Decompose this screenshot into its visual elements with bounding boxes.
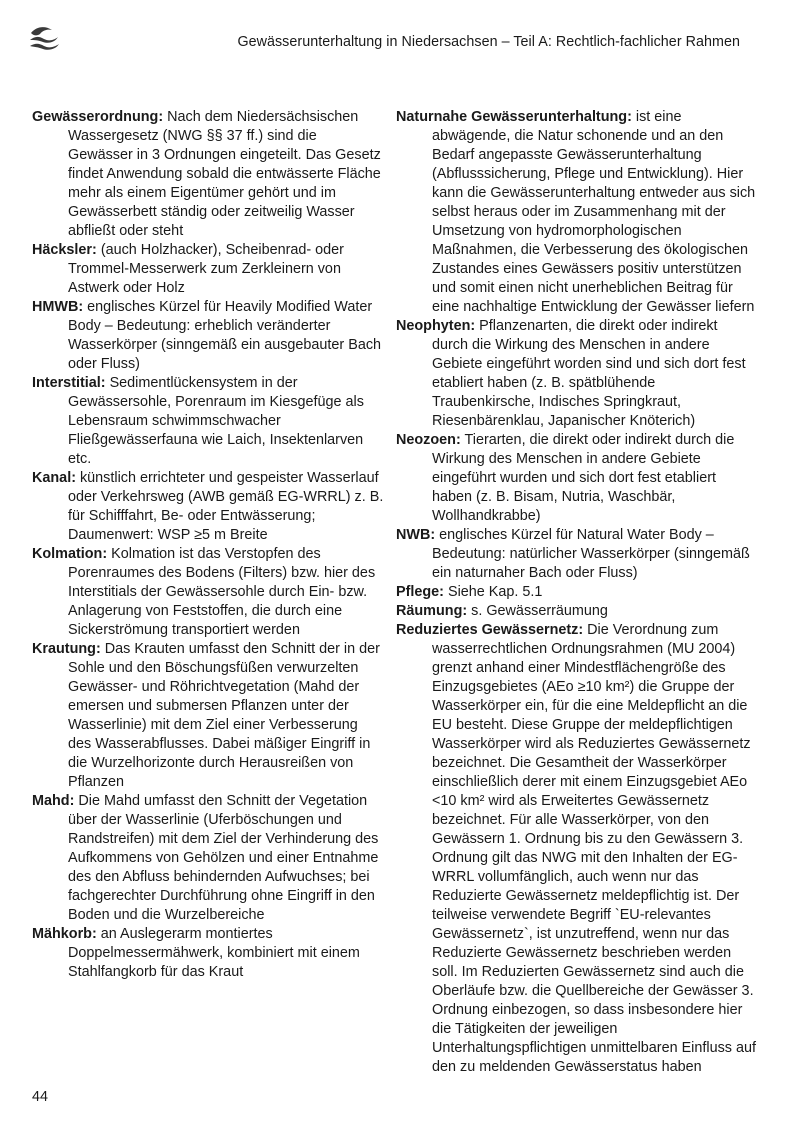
glossary-definition: Das Krauten umfasst den Schnitt der in der Sohle und den Böschungsfüßen verwurzelten Gewässer- und Röhrichtvegetation (Mahd der emersen und submersen Pflanzen unter der Wasserlinie) mit dem Ziel einer Verbesserung des Wasserabflusses. Dabei mäßiger Eingriff in die Wurzelhorizonte durch Herausreißen von Pflanzen [68,641,380,790]
glossary-term: Interstitial: [32,375,106,391]
glossary-definition: s. Gewässerräumung [471,603,608,619]
glossary-entry [32,545,384,640]
glossary-term: Räumung: [396,603,468,619]
glossary-term: Neozoen: [396,432,461,448]
glossary-column-left [32,108,384,982]
glossary-term: Gewässerordnung: [32,109,164,125]
glossary-term: Mähkorb: [32,926,97,942]
glossary-term: NWB: [396,527,436,543]
glossary-term: Häcksler: [32,242,97,258]
glossary-entry [32,792,384,925]
glossary-entry [396,526,756,583]
glossary-entry [32,640,384,792]
running-header-title: Gewässerunterhaltung in Niedersachsen – Teil A: Rechtlich-fachlicher Rahmen [237,34,740,50]
glossary-definition: Pflanzenarten, die direkt oder indirekt durch die Wirkung des Menschen in andere Gebiete eingeführt worden sind und sich dort fest etabliert haben (z. B. spätblühende Traubenkirsche, Indisches Springkraut, Riesenbärenklau, Japanischer Knöterich) [432,318,746,429]
glossary-term: Naturnahe Gewässerunterhaltung: [396,109,632,125]
glossary-term: Krautung: [32,641,101,657]
glossary-entry [396,108,756,317]
glossary-definition: Tierarten, die direkt oder indirekt durch die Wirkung des Menschen in andere Gebiete eingeführt wurden und sich dort fest etabliert haben (z. B. Bisam, Nutria, Waschbär, Wollhandkrabbe) [432,432,735,524]
glossary-column-right [396,108,756,1077]
glossary-definition: Die Mahd umfasst den Schnitt der Vegetation über der Wasserlinie (Uferböschungen und Randstreifen) mit dem Ziel der Verhinderung des Aufkommens von Gehölzen und einer Entnahme des den Abfluss behindernden Aufwuchses; bei fachgerechter Durchführung ohne Eingriff in den Boden und die Wurzelbereiche [68,793,379,923]
glossary-definition: englisches Kürzel für Heavily Modified Water Body – Bedeutung: erheblich veränderter Wasserkörper (sinngemäß ein ausgebauter Bach oder Fluss) [68,299,382,372]
glossary-term: Kolmation: [32,546,108,562]
glossary-entry [396,431,756,526]
glossary-definition: künstlich errichteter und gespeister Wasserlauf oder Verkehrsweg (AWB gemäß EG-WRRL) z. B. für Schifffahrt, Be- oder Entwässerung; Daumenwert: WSP ≥5 m Breite [68,470,384,543]
glossary-entry [32,241,384,298]
glossary-entry [396,583,756,602]
glossary-entry [396,621,756,1077]
glossary-entry [32,469,384,545]
glossary-term: Neophyten: [396,318,476,334]
glossary-definition: an Auslegerarm montiertes Doppelmessermähwerk, kombiniert mit einem Stahlfangkorb für das Kraut [68,926,360,980]
glossary-definition: ist eine abwägende, die Natur schonende und an den Bedarf angepasste Gewässerunterhaltung (Abflusssicherung, Pflege und Entwicklung). Hier kann die Gewässerunterhaltung entweder aus sich selbst heraus oder im Zusammenhang mit der Umsetzung von hydromorphologischen Maßnahmen, die Verbesserung des ökologischen Zustandes eines Gewässers positiv unterstützen und somit einen nicht unerheblichen Beitrag für eine nachhaltige Entwicklung der Gewässer liefern [432,109,756,315]
glossary-term: Pflege: [396,584,444,600]
page-number: 44 [32,1089,48,1105]
glossary-entry [32,298,384,374]
glossary-definition: Die Verordnung zum wasserrechtlichen Ordnungsrahmen (MU 2004) grenzt anhand einer Mindestflächengröße des Einzugsgebietes (AEo ≥10 km²) die Gruppe der Wasserkörper ein, für die eine Meldepflicht an die EU besteht. Diese Gruppe der meldepflichtigen Wasserkörper wird als Reduziertes Gewässernetz bezeichnet. Die Gesamtheit der Wasserkörper einschließlich derer mit einem Einzugsgebiet AEo <10 km² wird als Erweitertes Gewässernetz bezeichnet. Für alle Wasserkörper, von den Gewässern 1. Ordnung bis zu den Gewässern 3. Ordnung gilt das NWG mit den Inhalten der EG-WRRL vollumfänglich, auch wenn nur das Reduzierte Gewässernetz meldepflichtig ist. Der teilweise verwendete Begriff `EU-relevantes Gewässernetz`, ist unzutreffend, wenn nur das Reduzierte Gewässernetz beschrieben werden soll. Im Reduzierten Gewässernetz sind auch die Oberläufe bzw. die Quellbereiche der Gewässer 3. Ordnung einbezogen, so dass insbesondere hier die Tätigkeiten der jeweiligen Unterhaltungspflichtigen unmittelbaren Einfluss auf den zu meldenden Gewässerstatus haben [432,622,756,1075]
glossary-entry [32,925,384,982]
glossary-definition: Siehe Kap. 5.1 [447,584,543,600]
glossary-definition: Kolmation ist das Verstopfen des Porenraumes des Bodens (Filters) bzw. hier des Interstitials der Gewässersohle durch Ein- bzw. Anlagerung von Feststoffen, die durch eine Sickerströmung transportiert werden [68,546,376,638]
glossary-entry [396,317,756,431]
glossary-definition: Nach dem Niedersächsischen Wassergesetz (NWG §§ 37 ff.) sind die Gewässer in 3 Ordnungen eingeteilt. Das Gesetz findet Anwendung sobald die entwässerte Fläche mehr als einem Eigentümer gehört und im Gewässerbett ständig oder zeitweilig Wasser abfließt oder steht [68,109,381,239]
glossary-term: Reduziertes Gewässernetz: [396,622,584,638]
glossary-term: Mahd: [32,793,75,809]
glossary-definition: (auch Holzhacker), Scheibenrad- oder Trommel-Messerwerk zum Zerkleinern von Astwerk oder Holz [68,242,344,296]
glossary-entry [396,602,756,621]
glossary-entry [32,108,384,241]
glossary-term: HMWB: [32,299,84,315]
waves-logo-icon [28,24,62,54]
glossary-definition: Sedimentlückensystem in der Gewässersohle, Porenraum im Kiesgefüge als Lebensraum schwimmschwacher Fließgewässerfauna wie Laich, Insektenlarven etc. [68,375,364,467]
glossary-definition: englisches Kürzel für Natural Water Body – Bedeutung: natürlicher Wasserkörper (sinngemäß ein naturnaher Bach oder Fluss) [432,527,750,581]
glossary-term: Kanal: [32,470,76,486]
glossary-entry [32,374,384,469]
